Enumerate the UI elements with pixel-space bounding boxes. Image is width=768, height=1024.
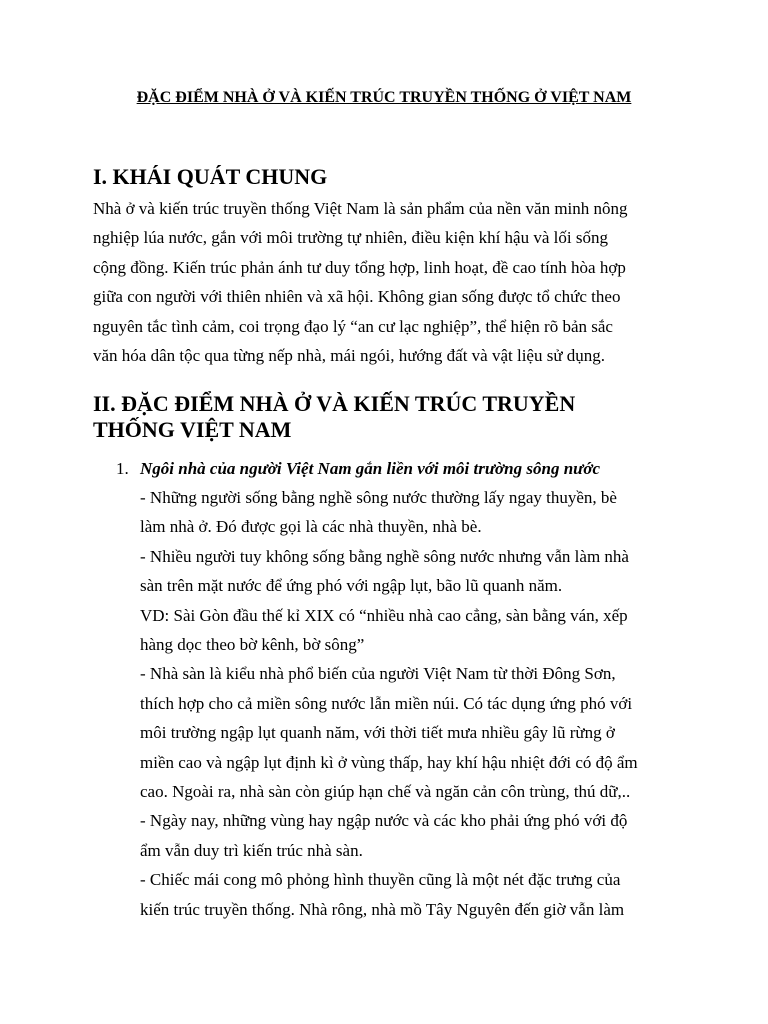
- body-line: miền cao và ngập lụt định kì ở vùng thấp, hay khí hậu nhiệt đới có độ ẩm: [140, 752, 638, 772]
- body-line: làm nhà ở. Đó được gọi là các nhà thuyền, nhà bè.: [140, 517, 482, 537]
- section-2-heading-line: THỐNG VIỆT NAM: [93, 417, 292, 442]
- list-item-body: [140, 483, 638, 924]
- body-line: - Nhà sàn là kiểu nhà phổ biến của người Việt Nam từ thời Đông Sơn,: [140, 664, 616, 684]
- section-2-heading-line: II. ĐẶC ĐIỂM NHÀ Ở VÀ KIẾN TRÚC TRUYỀN: [93, 391, 576, 416]
- body-line: - Ngày nay, những vùng hay ngập nước và các kho phải ứng phó với độ: [140, 811, 628, 831]
- section-1-paragraph: [93, 194, 628, 370]
- body-line: sàn trên mặt nước để ứng phó với ngập lụt, bão lũ quanh năm.: [140, 576, 563, 596]
- document-title: ĐẶC ĐIỂM NHÀ Ở VÀ KIẾN TRÚC TRUYỀN THỐNG Ở VIỆT NAM: [136, 89, 632, 106]
- body-line: ẩm vẫn duy trì kiến trúc nhà sàn.: [140, 840, 363, 860]
- paragraph-line: giữa con người với thiên nhiên và xã hội. Không gian sống được tổ chức theo: [93, 287, 621, 307]
- section-1-heading: I. KHÁI QUÁT CHUNG: [93, 164, 328, 189]
- body-line: hàng dọc theo bờ kênh, bờ sông”: [140, 635, 365, 655]
- body-line: kiến trúc truyền thống. Nhà rông, nhà mồ Tây Nguyên đến giờ vẫn làm: [140, 899, 625, 919]
- paragraph-line: Nhà ở và kiến trúc truyền thống Việt Nam là sản phẩm của nền văn minh nông: [93, 199, 628, 218]
- body-line: - Nhiều người tuy không sống bằng nghề sông nước nhưng vẫn làm nhà: [140, 546, 629, 566]
- body-line: - Những người sống bằng nghề sông nước thường lấy ngay thuyền, bè: [140, 488, 617, 507]
- body-line: cao. Ngoài ra, nhà sàn còn giúp hạn chế và ngăn cản côn trùng, thú dữ,..: [140, 782, 631, 802]
- paragraph-line: nguyên tắc tình cảm, coi trọng đạo lý “an cư lạc nghiệp”, thể hiện rõ bản sắc: [93, 316, 613, 336]
- paragraph-line: nghiệp lúa nước, gắn với môi trường tự nhiên, điều kiện khí hậu và lối sống: [93, 228, 608, 248]
- paragraph-line: văn hóa dân tộc qua từng nếp nhà, mái ngói, hướng đất và vật liệu sử dụng.: [93, 346, 606, 366]
- paragraph-line: cộng đồng. Kiến trúc phản ánh tư duy tổng hợp, linh hoạt, đề cao tính hòa hợp: [93, 257, 626, 277]
- body-line: môi trường ngập lụt quanh năm, với thời tiết mưa nhiều gây lũ rừng ở: [140, 723, 615, 743]
- list-item-title: Ngôi nhà của người Việt Nam gắn liền với môi trường sông nước: [140, 459, 601, 478]
- body-line: thích hợp cho cả miền sông nước lẫn miền núi. Có tác dụng ứng phó với: [140, 693, 633, 713]
- body-line: - Chiếc mái cong mô phỏng hình thuyền cũng là một nét đặc trưng của: [140, 870, 621, 890]
- section-2-heading: [93, 391, 693, 443]
- body-line: VD: Sài Gòn đầu thế kỉ XIX có “nhiều nhà cao cẳng, sàn bằng ván, xếp: [140, 605, 628, 625]
- list-item-number: 1.: [116, 459, 129, 478]
